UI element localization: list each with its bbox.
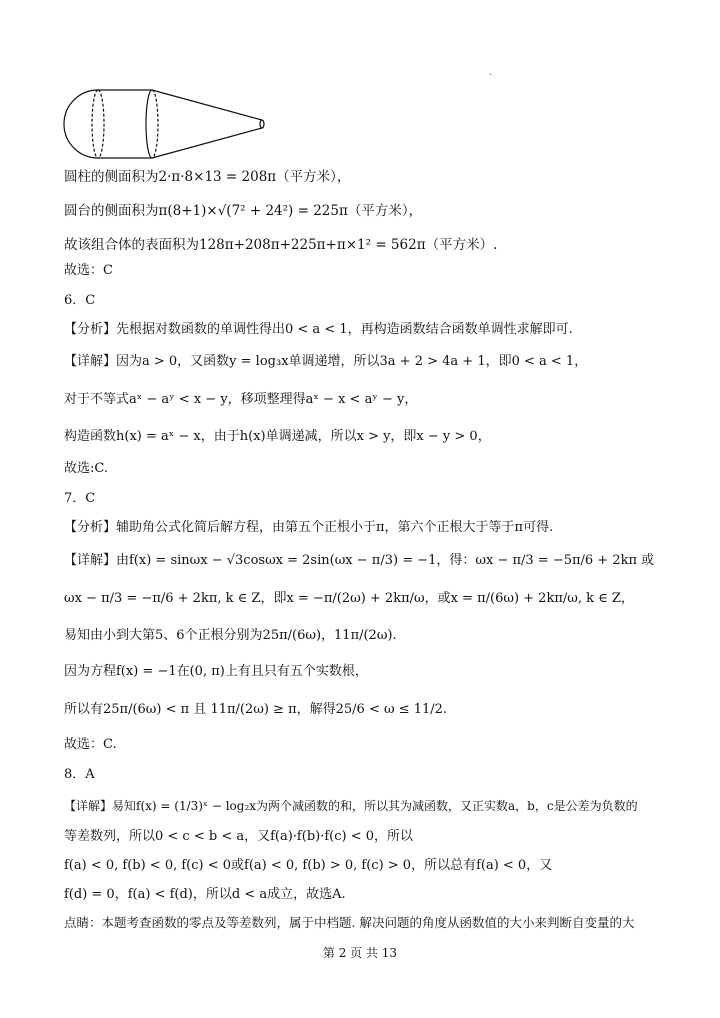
text-line-12: 【分析】辅助角公式化简后解方程，由第五个正根小于π，第六个正根大于等于π可得. bbox=[64, 520, 554, 535]
text-line-3: 故该组合体的表面积为128π+208π+225π+π×1² = 562π（平方米）. bbox=[64, 237, 498, 253]
text-line-1: 圆柱的侧面积为2·π·8×13 = 208π（平方米）， bbox=[64, 169, 351, 185]
text-line-7: 【详解】因为a > 0，又函数y = log₃x单调递增，所以3a + 2 > 4a + 1，即0 < a < 1， bbox=[64, 354, 588, 369]
text-line-2: 圆台的侧面积为π(8+1)×√(7² + 24²) = 225π（平方米）， bbox=[64, 203, 423, 219]
text-line-23: f(d) = 0，f(a) < f(d)，所以d < a成立，故选A. bbox=[64, 887, 346, 902]
stray-dot: · bbox=[489, 70, 493, 81]
text-line-13: 【详解】由f(x) = sinωx − √3cosωx = 2sin(ωx − π/3) = −1，得：ωx − π/3 = −5π/6 + 2kπ 或 bbox=[64, 553, 655, 568]
text-line-18: 故选：C. bbox=[64, 737, 117, 752]
text-line-4: 故选：C bbox=[64, 263, 113, 278]
question-number-6: 6．C bbox=[64, 293, 96, 308]
text-line-16: 因为方程f(x) = −1在(0, π)上有且只有五个实数根， bbox=[64, 664, 368, 679]
combined-solid-figure bbox=[60, 82, 270, 162]
text-line-21: 等差数列，所以0 < c < b < a，又f(a)·f(b)·f(c) < 0，所以 bbox=[64, 829, 414, 844]
text-line-9: 构造函数h(x) = aˣ − x，由于h(x)单调递减，所以x > y，即x − y > 0， bbox=[64, 429, 491, 444]
text-line-22: f(a) < 0, f(b) < 0, f(c) < 0或f(a) < 0, f(b) > 0, f(c) > 0，所以总有f(a) < 0，又 bbox=[64, 858, 553, 873]
text-line-10: 故选:C. bbox=[64, 461, 108, 476]
text-line-8: 对于不等式aˣ − aʸ < x − y，移项整理得aˣ − x < aʸ − y， bbox=[64, 392, 418, 407]
text-line-6: 【分析】先根据对数函数的单调性得出0 < a < 1，再构造函数结合函数单调性求解即可. bbox=[64, 322, 573, 337]
question-number-8: 8．A bbox=[64, 767, 95, 782]
text-line-20: 【详解】易知f(x) = (1/3)ˣ − log₂x为两个减函数的和，所以其为减函数，又正实数a，b，c是公差为负数的 bbox=[64, 799, 638, 813]
text-line-17: 所以有25π/(6ω) < π 且 11π/(2ω) ≥ π，解得25/6 < ω ≤ 11/2. bbox=[64, 702, 448, 717]
text-line-15: 易知由小到大第5、6个正根分别为25π/(6ω)，11π/(2ω). bbox=[64, 628, 397, 643]
text-line-14: ωx − π/3 = −π/6 + 2kπ, k ∈ Z，即x = −π/(2ω) + 2kπ/ω，或x = π/(6ω) + 2kπ/ω, k ∈ Z， bbox=[64, 591, 634, 606]
page-footer: 第 2 页 共 13 bbox=[322, 946, 398, 960]
text-line-24: 点睛：本题考查函数的零点及等差数列，属于中档题. 解决问题的角度从函数值的大小来判断自变量的大 bbox=[64, 915, 635, 930]
question-number-7: 7．C bbox=[64, 491, 96, 506]
